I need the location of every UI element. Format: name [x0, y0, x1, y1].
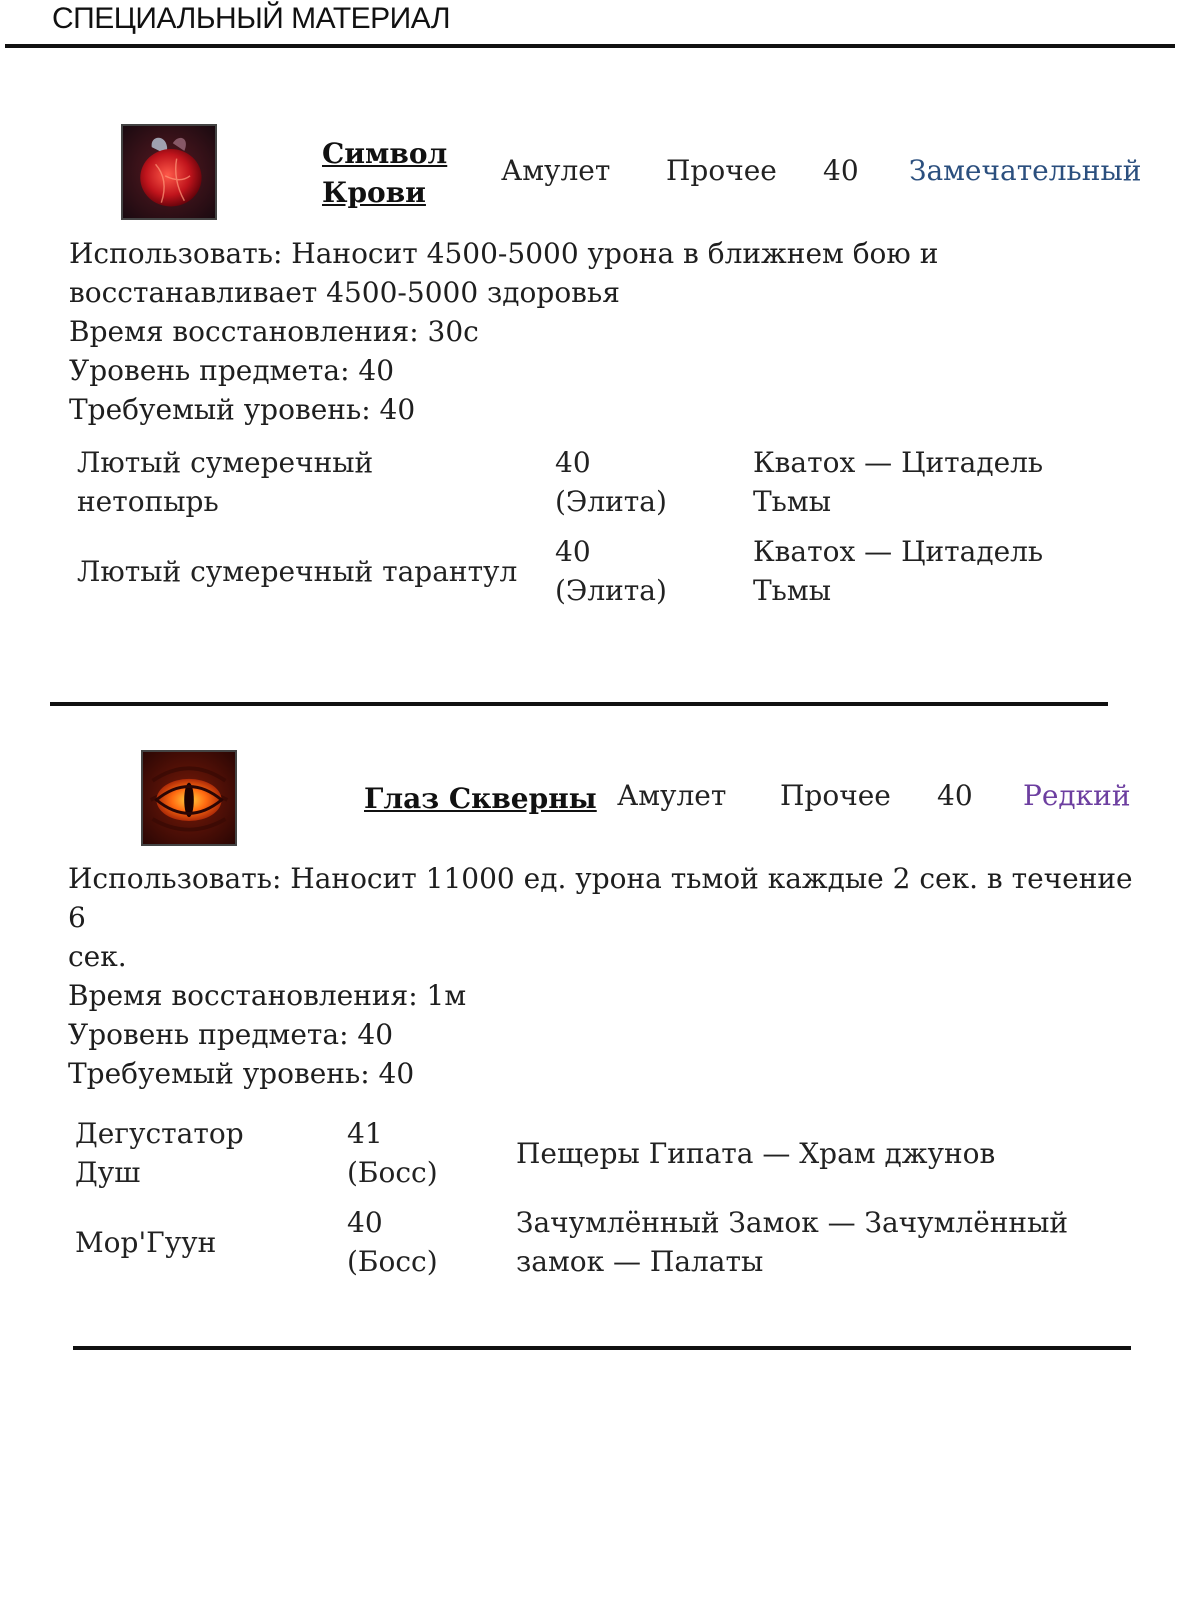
required-level-line: Требуемый уровень: 40 — [68, 1057, 415, 1090]
item-quality: Замечательный — [909, 154, 1142, 187]
use-effect-line: восстанавливает 4500-5000 здоровья — [69, 276, 620, 309]
source-location-line: замок — Палаты — [516, 1245, 764, 1278]
item-name-line: Символ — [322, 137, 448, 170]
source-level-value: 40 — [347, 1206, 383, 1239]
source-location-line: Зачумлённый Замок — Зачумлённый — [516, 1206, 1069, 1239]
source-location[interactable] — [753, 443, 1043, 521]
source-level-value: 40 — [555, 535, 591, 568]
source-location[interactable] — [753, 532, 1043, 610]
source-location-line: Тьмы — [753, 574, 831, 607]
source-npc-line: Дегустатор — [75, 1117, 244, 1150]
source-level — [347, 1203, 438, 1281]
item-name-link[interactable] — [322, 134, 447, 212]
item-type: Прочее — [780, 779, 891, 812]
use-effect-line: сек. — [68, 940, 127, 973]
item-slot: Амулет — [501, 154, 611, 187]
demon-eye-icon[interactable] — [141, 750, 237, 846]
item-level-value: 40 — [937, 779, 973, 812]
item-name-link[interactable]: Глаз Скверны — [364, 782, 597, 815]
source-npc-line: Душ — [75, 1156, 141, 1189]
item-slot: Амулет — [617, 779, 727, 812]
page-title: СПЕЦИАЛЬНЫЙ МАТЕРИАЛ — [52, 2, 451, 35]
item-level-line: Уровень предмета: 40 — [69, 354, 395, 387]
source-npc-line: Лютый сумеречный — [77, 446, 374, 479]
source-location-line: Тьмы — [753, 485, 831, 518]
source-rank: (Элита) — [555, 574, 667, 607]
source-npc[interactable] — [75, 1114, 244, 1192]
source-level — [347, 1114, 438, 1192]
bleeding-heart-icon[interactable] — [121, 124, 217, 220]
item-level-line: Уровень предмета: 40 — [68, 1018, 394, 1051]
item-name-line: Крови — [322, 176, 426, 209]
item-description — [69, 234, 938, 429]
item-level-value: 40 — [823, 154, 859, 187]
source-level-value: 40 — [555, 446, 591, 479]
item-description — [68, 859, 1158, 1093]
source-rank: (Босс) — [347, 1245, 438, 1278]
source-npc[interactable] — [77, 552, 517, 591]
source-npc-line: Мор'Гуун — [75, 1226, 217, 1259]
cooldown-line: Время восстановления: 30с — [69, 315, 479, 348]
source-npc[interactable] — [75, 1223, 216, 1262]
use-effect-line: Использовать: Наносит 4500-5000 урона в ближнем бою и — [69, 237, 939, 270]
source-npc-line: Лютый сумеречный тарантул — [77, 555, 518, 588]
source-npc-line: нетопырь — [77, 485, 219, 518]
item-type: Прочее — [666, 154, 777, 187]
source-level — [555, 532, 667, 610]
header-divider — [5, 44, 1175, 48]
cooldown-line: Время восстановления: 1м — [68, 979, 467, 1012]
source-location[interactable] — [516, 1203, 1068, 1281]
item-quality: Редкий — [1023, 779, 1131, 812]
source-rank: (Босс) — [347, 1156, 438, 1189]
source-location[interactable] — [516, 1134, 995, 1173]
section-divider — [73, 1346, 1131, 1350]
source-rank: (Элита) — [555, 485, 667, 518]
source-level — [555, 443, 667, 521]
source-location-line: Кватох — Цитадель — [753, 535, 1044, 568]
section-divider — [50, 702, 1108, 706]
required-level-line: Требуемый уровень: 40 — [69, 393, 416, 426]
source-location-line: Кватох — Цитадель — [753, 446, 1044, 479]
source-npc[interactable] — [77, 443, 373, 521]
use-effect-line: Использовать: Наносит 11000 ед. урона тьмой каждые 2 сек. в течение 6 — [68, 862, 1133, 934]
source-level-value: 41 — [347, 1117, 383, 1150]
source-location-line: Пещеры Гипата — Храм джунов — [516, 1137, 996, 1170]
